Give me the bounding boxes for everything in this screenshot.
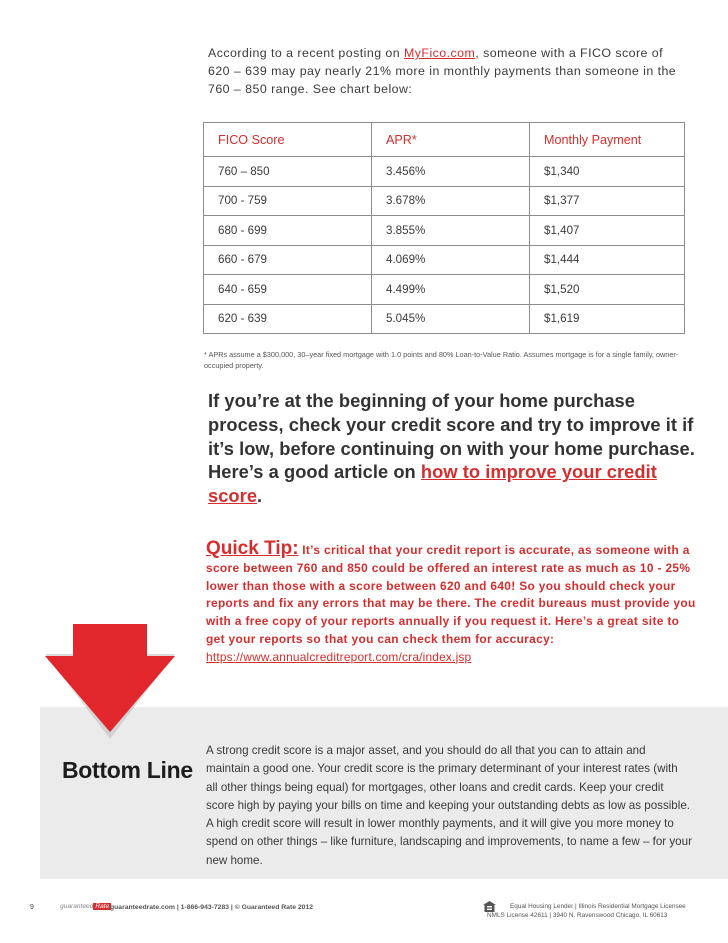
guaranteed-rate-logo xyxy=(60,903,111,910)
footer-contact: guaranteedrate.com | 1-866-943-7283 | © Guaranteed Rate 2012 xyxy=(110,904,313,911)
improve-credit-score-link[interactable]: how to improve your credit score xyxy=(208,461,657,507)
cell-monthly-payment: $1,407 xyxy=(530,216,685,246)
cell-apr: 3.678% xyxy=(372,186,530,216)
cell-apr: 3.456% xyxy=(372,157,530,187)
table-row xyxy=(204,245,685,275)
cell-monthly-payment: $1,340 xyxy=(530,157,685,187)
cell-fico-score: 620 - 639 xyxy=(204,304,372,334)
table-footnote: * APRs assume a $300,000, 30–year fixed mortgage with 1.0 points and 80% Loan-to-Value Ratio. Assumes mortgage is for a single family, owner-occupied property. xyxy=(204,350,679,370)
quick-tip-body: It’s critical that your credit report is accurate, as someone with a score between 760 and 850 could be offered an interest rate as much as 10 - 25% lower than those with a score between 620 and 640! So you should check your reports and fix any errors that may be there. The credit bureaus must provide you with a free copy of your reports annually if you request it. Here’s a great site to get your reports so that you can check them for accuracy: xyxy=(206,543,696,646)
cta-text: If you’re at the beginning of your home purchase process, check your credit score and try to improve it if it’s low, before continuing on with your home purchase. Here’s a good article on xyxy=(208,390,695,483)
header-fico-score: FICO Score xyxy=(204,123,372,157)
cell-monthly-payment: $1,444 xyxy=(530,245,685,275)
cell-monthly-payment: $1,377 xyxy=(530,186,685,216)
cell-fico-score: 680 - 699 xyxy=(204,216,372,246)
call-to-action-paragraph xyxy=(208,389,698,508)
intro-text-start: According to a recent posting on xyxy=(208,46,405,60)
license-line-1: Equal Housing Lender | Illinois Residential Mortgage Licensee xyxy=(510,903,686,910)
cell-apr: 3.855% xyxy=(372,216,530,246)
page-number: 9 xyxy=(30,904,34,911)
cell-fico-score: 700 - 759 xyxy=(204,186,372,216)
table-row xyxy=(204,275,685,305)
table-row xyxy=(204,186,685,216)
myfico-link[interactable]: MyFico.com xyxy=(404,46,476,60)
table-row xyxy=(204,304,685,334)
page-footer xyxy=(0,898,728,928)
cell-fico-score: 660 - 679 xyxy=(204,245,372,275)
cell-apr: 5.045% xyxy=(372,304,530,334)
intro-text-end: , someone with a FICO score of 620 – 639 may pay nearly 21% more in monthly payments than someone in the 760 – 850 range. See chart below: xyxy=(208,46,677,96)
bottom-line-text: A strong credit score is a major asset, and you should do all that you can to attain and maintain a good one. Your credit score is the primary determinant of your interest rates (with all other things being equal) for mortgages, other loans and credit cards. Keep your credit score high by paying your bills on time and keeping your outstanding debts as low as possible. A high credit score will result in lower monthly payments, and it will give you more money to spend on other things – like furniture, landscaping and improvements, to name a few – for your new home. xyxy=(206,744,692,867)
intro-paragraph xyxy=(208,44,688,98)
fico-apr-table xyxy=(203,122,685,334)
cell-apr: 4.499% xyxy=(372,275,530,305)
annual-credit-report-link[interactable]: https://www.annualcreditreport.com/cra/index.jsp xyxy=(206,649,472,664)
cell-monthly-payment: $1,619 xyxy=(530,304,685,334)
quick-tip-block xyxy=(206,540,696,667)
cta-period: . xyxy=(257,485,263,507)
brand-box: Rate xyxy=(95,903,110,910)
table-header-row xyxy=(204,123,685,157)
table-row xyxy=(204,216,685,246)
quick-tip-heading: Quick Tip: xyxy=(206,538,299,559)
table-row xyxy=(204,157,685,187)
header-apr: APR* xyxy=(372,123,530,157)
header-monthly-payment: Monthly Payment xyxy=(530,123,685,157)
brand-prefix: guaranteed xyxy=(60,903,94,910)
equal-housing-icon xyxy=(483,901,496,912)
bottom-line-title: Bottom Line xyxy=(62,757,193,783)
cell-monthly-payment: $1,520 xyxy=(530,275,685,305)
license-line-2: NMLS License 42611 | 3940 N. Ravenswood Chicago, IL 60613 xyxy=(487,912,668,919)
cell-apr: 4.069% xyxy=(372,245,530,275)
down-arrow-icon xyxy=(45,624,175,744)
cell-fico-score: 760 – 850 xyxy=(204,157,372,187)
cell-fico-score: 640 - 659 xyxy=(204,275,372,305)
